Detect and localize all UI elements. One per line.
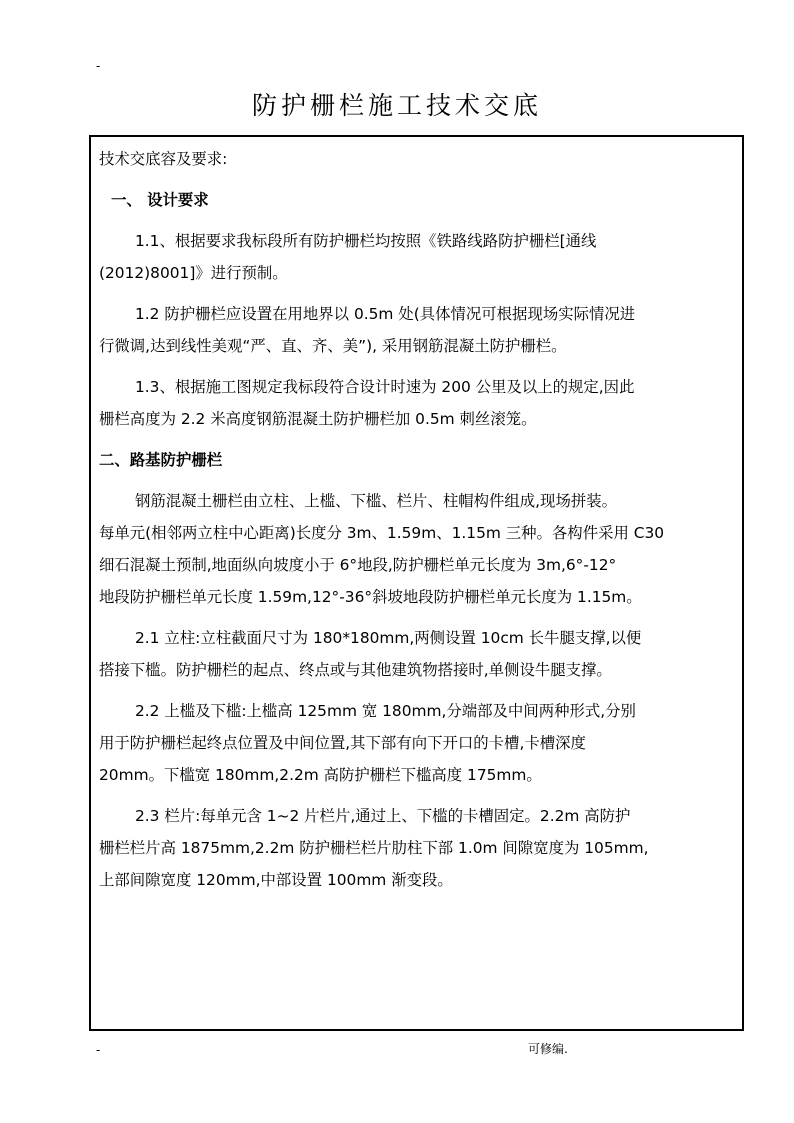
document-body — [97, 143, 740, 896]
paragraph-line: 20mm。下槛宽 180mm,2.2m 高防护栅栏下槛高度 175mm。 — [99, 766, 542, 784]
footer-marker: - — [96, 1043, 101, 1057]
header-marker: - — [96, 59, 101, 73]
paragraph-line: 1.2 防护栅栏应设置在用地界以 0.5m 处(具体情况可根据现场实际情况进 — [135, 305, 636, 323]
paragraph-line: (2012)8001]》进行预制。 — [99, 264, 288, 282]
paragraph-line: 栅栏栏片高 1875mm,2.2m 防护栅栏栏片肋柱下部 1.0m 间隙宽度为 105mm, — [99, 839, 649, 857]
section-heading-design: 一、 设计要求 — [111, 191, 209, 209]
intro-line: 技术交底容及要求: — [99, 150, 228, 168]
section-heading-subgrade: 二、路基防护栅栏 — [99, 451, 223, 469]
paragraph-line: 1.3、根据施工图规定我标段符合设计时速为 200 公里及以上的规定,因此 — [135, 378, 635, 396]
paragraph-line: 搭接下槛。防护栅栏的起点、终点或与其他建筑物搭接时,单侧设牛腿支撑。 — [99, 661, 612, 679]
paragraph-line: 地段防护栅栏单元长度 1.59m,12°-36°斜坡地段防护栅栏单元长度为 1.15m。 — [99, 588, 642, 606]
paragraph-line: 细石混凝土预制,地面纵向坡度小于 6°地段,防护栅栏单元长度为 3m,6°-12° — [99, 556, 617, 574]
paragraph-line: 2.3 栏片:每单元含 1~2 片栏片,通过上、下槛的卡槽固定。2.2m 高防护 — [135, 807, 631, 825]
paragraph-line: 栅栏高度为 2.2 米高度钢筋混凝土防护栅栏加 0.5m 刺丝滚笼。 — [99, 410, 537, 428]
paragraph-line: 每单元(相邻两立柱中心距离)长度分 3m、1.59m、1.15m 三种。各构件采用 C30 — [99, 524, 665, 542]
paragraph-line: 用于防护栅栏起终点位置及中间位置,其下部有向下开口的卡槽,卡槽深度 — [99, 734, 586, 752]
paragraph-line: 2.2 上槛及下槛:上槛高 125mm 宽 180mm,分端部及中间两种形式,分别 — [135, 702, 636, 720]
document-title: 防护栅栏施工技术交底 — [251, 91, 542, 120]
paragraph-line: 行微调,达到线性美观“严、直、齐、美”), 采用钢筋混凝土防护栅栏。 — [99, 337, 567, 355]
paragraph-line: 钢筋混凝土栅栏由立柱、上槛、下槛、栏片、柱帽构件组成,现场拼装。 — [135, 492, 618, 510]
paragraph-line: 1.1、根据要求我标段所有防护栅栏均按照《铁路线路防护栅栏[通线 — [135, 232, 597, 250]
paragraph-line: 上部间隙宽度 120mm,中部设置 100mm 渐变段。 — [99, 871, 453, 889]
paragraph-line: 2.1 立柱:立柱截面尺寸为 180*180mm,两侧设置 10cm 长牛腿支撑,以便 — [135, 629, 642, 647]
footer-note: 可修编. — [528, 1042, 568, 1056]
